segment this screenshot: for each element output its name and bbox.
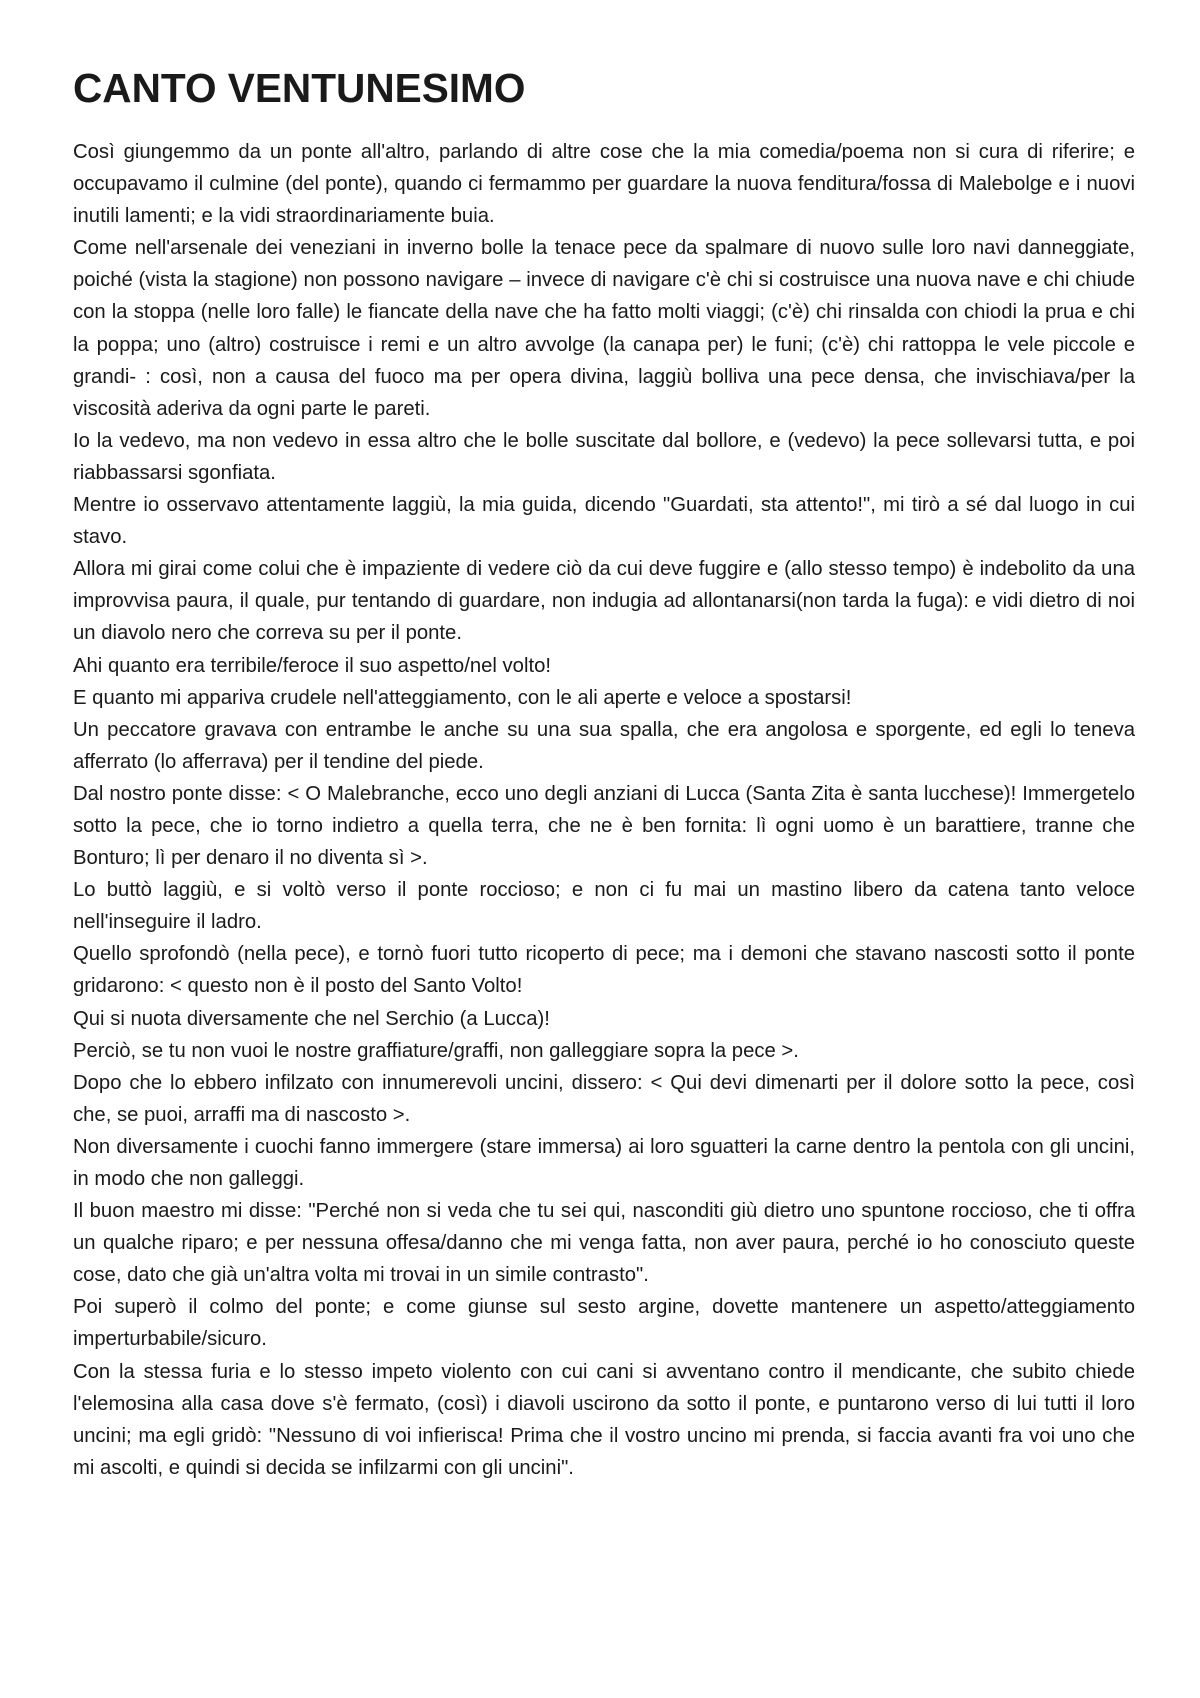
paragraph-6: Ahi quanto era terribile/feroce il suo aspetto/nel volto! — [73, 654, 552, 677]
paragraph-4: Mentre io osservavo attentamente laggiù, la mia guida, dicendo "Guardati, sta attento!", mi tirò a sé dal luogo in cui stavo. — [73, 494, 1135, 549]
paragraph-12: Qui si nuota diversamente che nel Serchio (a Lucca)! — [73, 1007, 550, 1030]
paragraph-10: Lo buttò laggiù, e si voltò verso il ponte roccioso; e non ci fu mai un mastino libero da catena tanto veloce nell'inseguire il ladro. — [73, 879, 1135, 934]
paragraph-11: Quello sprofondò (nella pece), e tornò fuori tutto ricoperto di pece; ma i demoni che stavano nascosti sotto il ponte gridarono: < questo non è il posto del Santo Volto! — [73, 943, 1135, 998]
document-page — [73, 65, 1135, 1484]
paragraph-17: Poi superò il colmo del ponte; e come giunse sul sesto argine, dovette mantenere un aspetto/atteggiamento imperturbabile/sicuro. — [73, 1296, 1135, 1351]
paragraph-8: Un peccatore gravava con entrambe le anche su una sua spalla, che era angolosa e sporgente, ed egli lo teneva afferrato (lo afferrava) per il tendine del piede. — [73, 718, 1135, 773]
paragraph-2: Come nell'arsenale dei veneziani in inverno bolle la tenace pece da spalmare di nuovo sulle loro navi danneggiate, poiché (vista la stagione) non possono navigare – invece di navigare c'è chi si costruisce una nuova nave e chi chiude con la stoppa (nelle loro falle) le fiancate della nave che ha fatto molti viaggi; (c'è) chi rinsalda con chiodi la prua e chi la poppa; uno (altro) costruisce i remi e un altro avvolge (la canapa per) le funi; (c'è) chi rattoppa le vele piccole e grandi- : così, non a causa del fuoco ma per opera divina, laggiù bolliva una pece densa, che invischiava/per la viscosità aderiva da ogni parte le pareti. — [73, 237, 1135, 420]
paragraph-9: Dal nostro ponte disse: < O Malebranche, ecco uno degli anziani di Lucca (Santa Zita è santa lucchese)! Immergetelo sotto la pece, che io torno indietro a quella terra, che ne è ben fornita: lì ogni uomo è un barattiere, tranne che Bonturo; lì per denaro il no diventa sì >. — [73, 782, 1135, 870]
paragraph-15: Non diversamente i cuochi fanno immergere (stare immersa) ai loro sguatteri la carne dentro la pentola con gli uncini, in modo che non galleggi. — [73, 1135, 1135, 1190]
paragraph-5: Allora mi girai come colui che è impaziente di vedere ciò da cui deve fuggire e (allo stesso tempo) è indebolito da una improvvisa paura, il quale, pur tentando di guardare, non indugia ad allontanarsi(non tarda la fuga): e vidi dietro di noi un diavolo nero che correva su per il ponte. — [73, 558, 1135, 645]
canto-title: CANTO VENTUNESIMO — [73, 65, 526, 111]
paragraph-18: Con la stessa furia e lo stesso impeto violento con cui cani si avventano contro il mendicante, che subito chiede l'elemosina alla casa dove s'è fermato, (così) i diavoli uscirono da sotto il ponte, e puntarono verso di lui tutti il loro uncini; ma egli gridò: "Nessuno di voi infierisca! Prima che il vostro uncino mi prenda, si faccia avanti fra voi uno che mi ascolti, e quindi si decida se infilzarmi con gli uncini". — [73, 1360, 1135, 1479]
paragraph-1: Così giungemmo da un ponte all'altro, parlando di altre cose che la mia comedia/poema non si cura di riferire; e occupavamo il culmine (del ponte), quando ci fermammo per guardare la nuova fenditura/fossa di Malebolge e i nuovi inutili lamenti; e la vidi straordinariamente buia. — [73, 141, 1135, 228]
paragraph-13: Perciò, se tu non vuoi le nostre graffiature/graffi, non galleggiare sopra la pece >. — [73, 1039, 799, 1062]
paragraph-3: Io la vedevo, ma non vedevo in essa altro che le bolle suscitate dal bollore, e (vedevo) la pece sollevarsi tutta, e poi riabbassarsi sgonfiata. — [73, 429, 1135, 484]
paragraph-14: Dopo che lo ebbero infilzato con innumerevoli uncini, dissero: < Qui devi dimenarti per il dolore sotto la pece, così che, se puoi, arraffi ma di nascosto >. — [73, 1071, 1135, 1126]
paragraph-16: Il buon maestro mi disse: "Perché non si veda che tu sei qui, nasconditi giù dietro uno spuntone roccioso, che ti offra un qualche riparo; e per nessuna offesa/danno che mi venga fatta, non aver paura, perché io ho conosciuto queste cose, dato che già un'altra volta mi trovai in un simile contrasto". — [73, 1200, 1135, 1287]
paragraph-7: E quanto mi appariva crudele nell'atteggiamento, con le ali aperte e veloce a spostarsi! — [73, 686, 852, 709]
